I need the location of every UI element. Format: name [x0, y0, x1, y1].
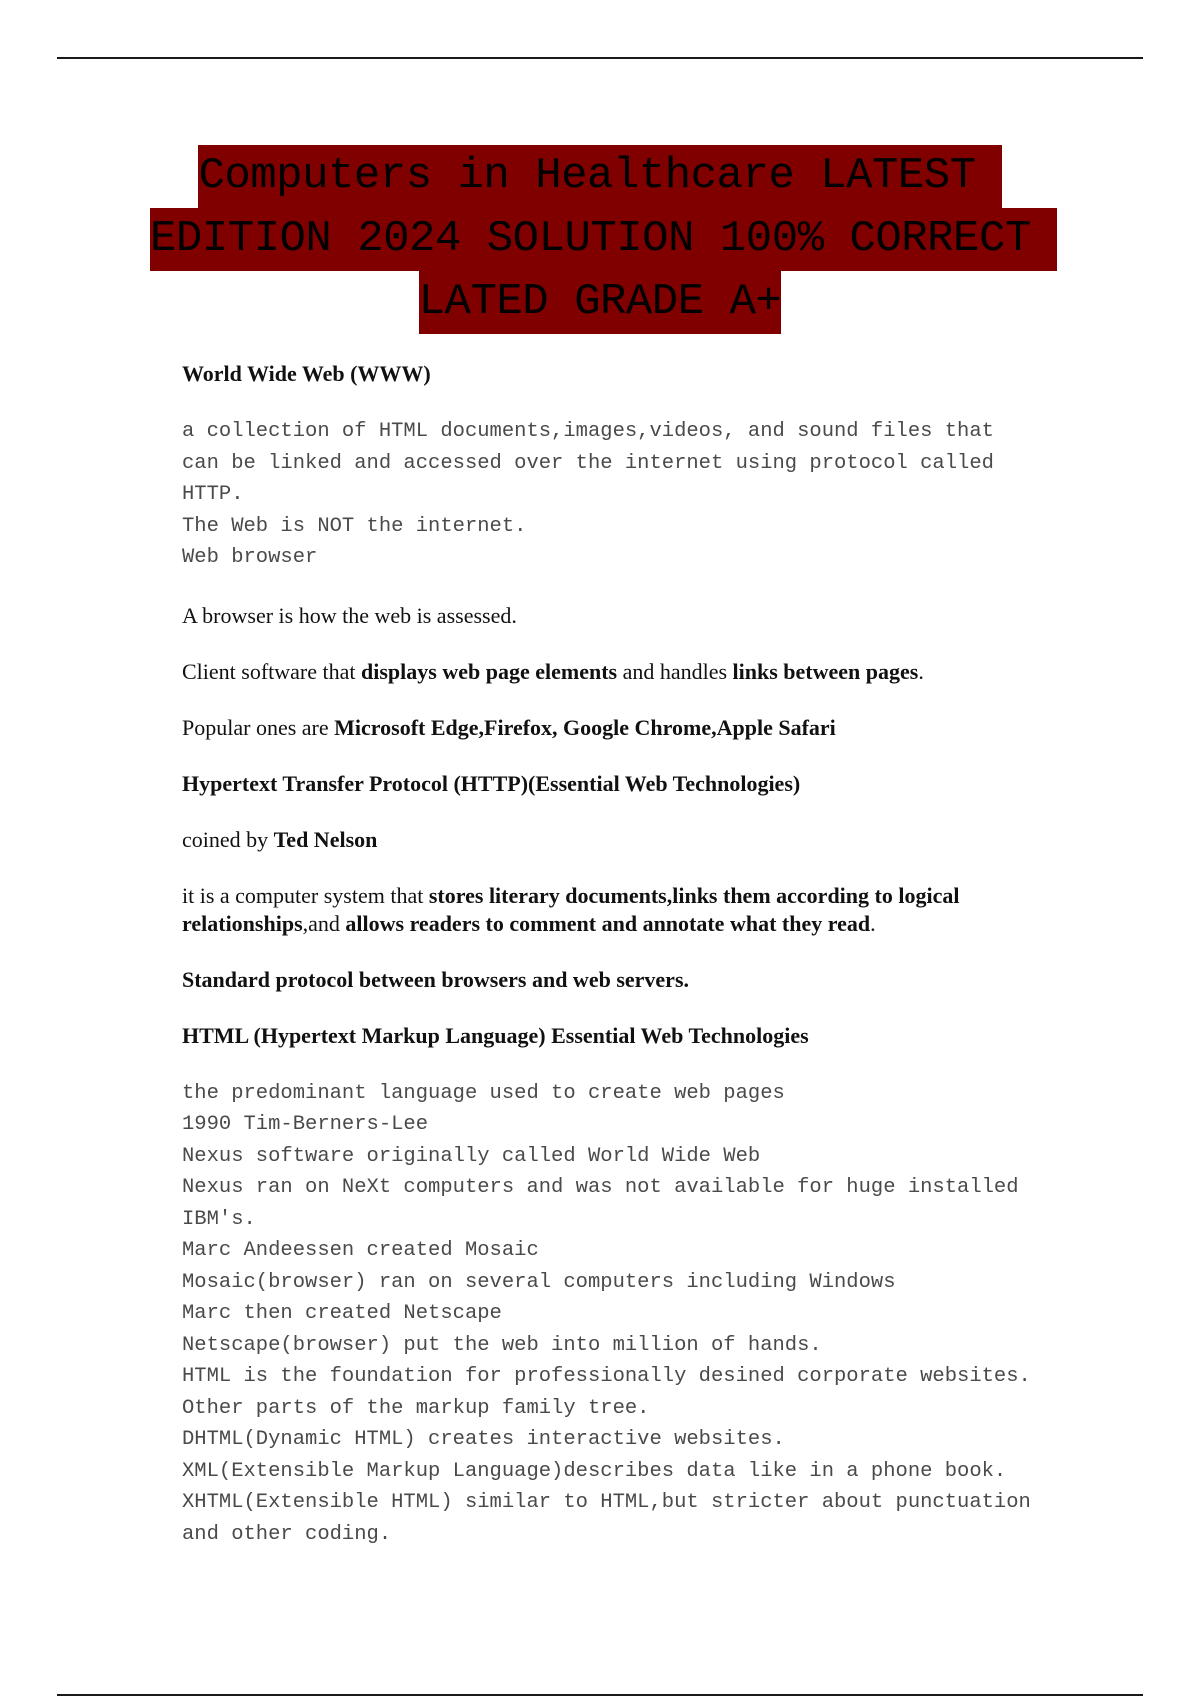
- system-part: it is a computer system that: [182, 882, 429, 908]
- html-line: Nexus ran on NeXt computers and was not available for huge installed: [182, 1176, 1019, 1199]
- title-line-2: EDITION 2024 SOLUTION 100% CORRECT: [150, 208, 1057, 271]
- client-software-part: Client software that: [182, 658, 362, 684]
- http-heading: Hypertext Transfer Protocol (HTTP)(Essential Web Technologies): [182, 770, 801, 796]
- html-line: Marc Andeessen created Mosaic: [182, 1239, 539, 1262]
- coined-by-text: [182, 826, 1042, 854]
- bottom-rule: [57, 1694, 1143, 1696]
- system-bold: allows readers to comment and annotate what they read: [345, 910, 871, 936]
- coined-part: coined by: [182, 826, 274, 852]
- www-heading: World Wide Web (WWW): [182, 361, 431, 386]
- browser-assessed-text: A browser is how the web is assessed.: [182, 602, 517, 628]
- www-line: The Web is NOT the internet.: [182, 514, 527, 538]
- client-software-text: [182, 658, 1042, 686]
- html-line: Nexus software originally called World Wide Web: [182, 1144, 761, 1168]
- www-line: HTTP.: [182, 483, 244, 506]
- top-rule: [57, 57, 1143, 59]
- www-line: can be linked and accessed over the internet using protocol called: [182, 451, 994, 475]
- html-line: DHTML(Dynamic HTML) creates interactive websites.: [182, 1428, 785, 1451]
- popular-browsers-text: [182, 714, 1042, 742]
- standard-protocol-heading: Standard protocol between browsers and web servers.: [182, 966, 689, 992]
- computer-system-text: [182, 882, 1042, 938]
- html-line: XML(Extensible Markup Language)describes data like in a phone book.: [182, 1459, 1007, 1483]
- html-line: XHTML(Extensible HTML) similar to HTML,but stricter about punctuation: [182, 1491, 1031, 1514]
- client-software-bold: links between pages: [732, 658, 919, 684]
- html-heading: HTML (Hypertext Markup Language) Essential Web Technologies: [182, 1022, 809, 1048]
- document-title: [150, 145, 1057, 334]
- client-software-part: and handles: [617, 658, 733, 684]
- html-line: Mosaic(browser) ran on several computers including Windows: [182, 1270, 896, 1294]
- coined-bold: Ted Nelson: [273, 826, 378, 852]
- www-line: Web browser: [182, 546, 318, 569]
- html-line: and other coding.: [182, 1522, 392, 1546]
- popular-part: Popular ones are: [182, 714, 335, 740]
- html-line: HTML is the foundation for professionally desined corporate websites.: [182, 1365, 1031, 1388]
- title-line-3: LATED GRADE A+: [419, 271, 782, 334]
- html-notes-block: [182, 1078, 1042, 1551]
- client-software-bold: displays web page elements: [361, 658, 618, 684]
- system-bold: stores literary documents,links them according to logical relationships: [182, 882, 960, 936]
- html-line: Marc then created Netscape: [182, 1302, 502, 1325]
- system-part: ,and: [302, 910, 346, 936]
- html-line: the predominant language used to create web pages: [182, 1081, 785, 1105]
- html-line: 1990 Tim-Berners-Lee: [182, 1113, 429, 1136]
- document-body: [182, 360, 1042, 1578]
- html-line: Netscape(browser) put the web into million of hands.: [182, 1333, 822, 1357]
- client-software-part: .: [918, 658, 924, 684]
- www-line: a collection of HTML documents,images,videos, and sound files that: [182, 420, 994, 443]
- popular-bold: Microsoft Edge,Firefox, Google Chrome,Apple Safari: [334, 714, 836, 740]
- html-line: Other parts of the markup family tree.: [182, 1396, 650, 1420]
- title-line-1: Computers in Healthcare LATEST: [198, 145, 1001, 208]
- system-part: .: [870, 910, 876, 936]
- www-definition-block: [182, 416, 1042, 574]
- html-line: IBM's.: [182, 1207, 256, 1231]
